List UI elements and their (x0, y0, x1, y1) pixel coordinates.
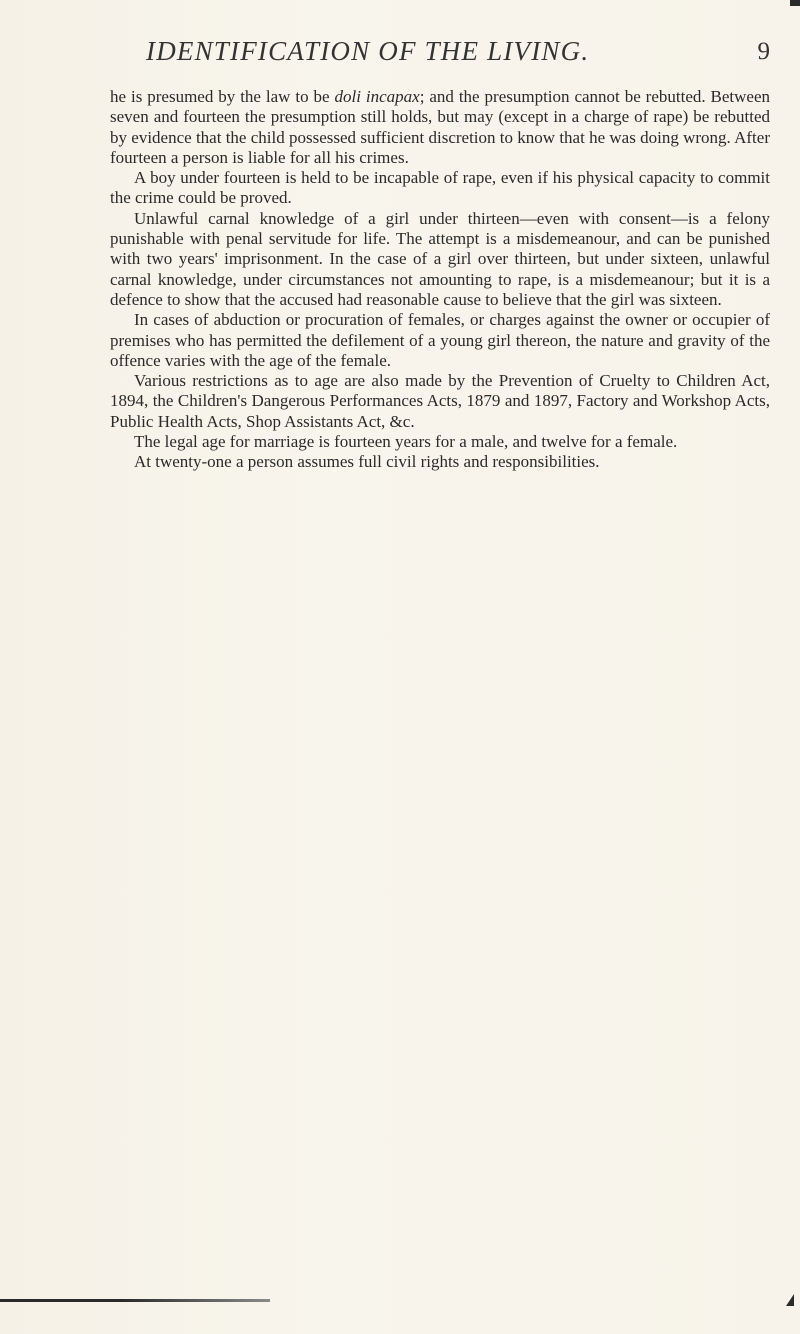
page-header (110, 36, 770, 76)
paragraph: A boy under fourteen is held to be incapable of rape, even if his physical capacity to commit the crime could be proved. (110, 168, 770, 208)
paragraph: In cases of abduction or procuration of females, or charges against the owner or occupier of premises who has permitted the defilement of a young girl thereon, the nature and gravity of the offence varies with the age of the female. (110, 310, 770, 370)
paragraph: Various restrictions as to age are also made by the Prevention of Cruelty to Children Act, 1894, the Children's Dangerous Performances Acts, 1879 and 1897, Factory and Workshop Acts, Public Health Acts, Shop Assistants Act, &c. (110, 371, 770, 431)
page-number: 9 (757, 38, 770, 65)
paragraph: The legal age for marriage is fourteen years for a male, and twelve for a female. (134, 432, 678, 452)
body-text (110, 87, 770, 473)
scan-edge-rule (0, 1299, 270, 1302)
paragraph: Unlawful carnal knowledge of a girl under thirteen—even with consent—is a felony punishable with penal servitude for life. The attempt is a misdemeanour, and can be punished with two years' imprisonment. In the case of a girl over thirteen, but under sixteen, unlawful carnal knowledge, under circumstances not amounting to rape, is a misdemeanour; but it is a defence to show that the accused had reasonable cause to believe that the girl was sixteen. (110, 208, 770, 309)
scan-corner-mark (786, 1294, 794, 1306)
scan-edge-mark (790, 0, 800, 6)
latin-phrase: doli incapax (334, 87, 420, 106)
paragraph: he is presumed by the law to be doli incapax; and the presumption cannot be rebutted. Between seven and fourteen the presumption still holds, but may (except in a charge of rape) be rebutted by evidence that the child possessed sufficient discretion to know that he was doing wrong. After fourteen a person is liable for all his crimes. (110, 87, 771, 167)
running-title: IDENTIFICATION OF THE LIVING. (146, 36, 590, 66)
paragraph: At twenty-one a person assumes full civil rights and responsibilities. (134, 452, 600, 472)
